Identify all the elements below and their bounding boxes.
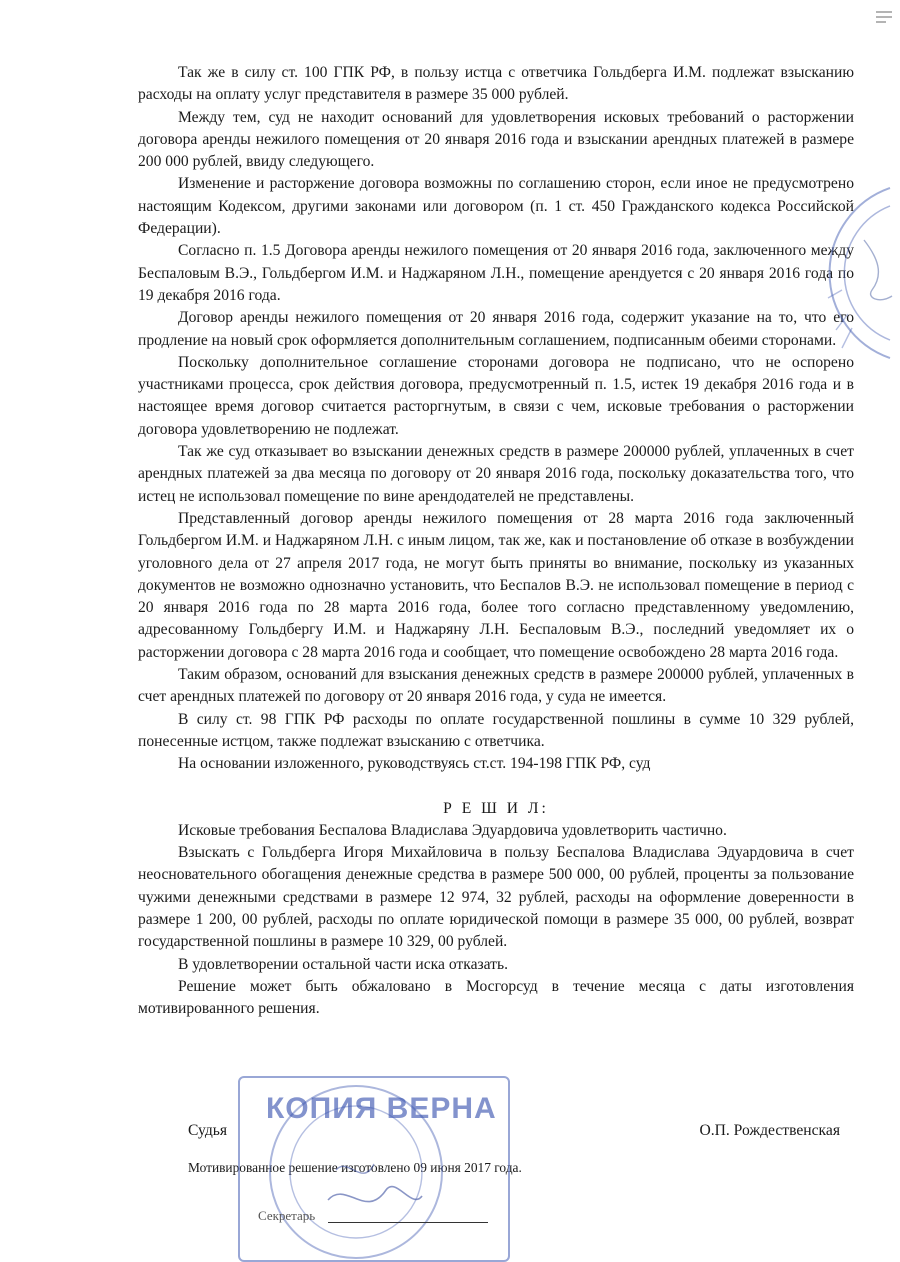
motivated-decision-note: Мотивированное решение изготовлено 09 июня 2017 года. bbox=[188, 1160, 522, 1175]
secretary-label: Секретарь bbox=[258, 1208, 316, 1223]
decision-4: Решение может быть обжаловано в Мосгорсуд в течение месяца с даты изготовления мотивированного решения. bbox=[138, 977, 854, 1018]
paragraph-8: Представленный договор аренды нежилого помещения от 28 марта 2016 года заключенный Гольдбергом И.М. и Наджаряном Л.Н. с иным лицом, так же, как и постановление об отказе в возбуждении уголовного дела от 27 апреля 2017 года, не могут быть приняты во внимание, поскольку из указанных документов не возможно однозначно установить, что Беспалов В.Э. не использовал помещение в период с 20 января 2016 года по 28 марта 2016 года, более того согласно представленному уведомлению, адресованному Гольдбергу И.М. и Наджаряну Л.Н. Беспаловым В.Э., последний уведомляет их о расторжении договора с 28 марта 2016 года и сообщает, что помещение освобождено 28 марта 2016 года. bbox=[138, 509, 854, 661]
paragraph-1: Так же в силу ст. 100 ГПК РФ, в пользу истца с ответчика Гольдберга И.М. подлежат взысканию расходы на оплату услуг представителя в размере 35 000 рублей. bbox=[138, 64, 854, 104]
paragraph-7: Так же суд отказывает во взыскании денежных средств в размере 200000 рублей, уплаченных в счет арендных платежей за два месяца по договору от 20 января 2016 года, поскольку доказательства того, что истец не использовал помещение по вине арендодателей не представлены. bbox=[138, 443, 854, 505]
paragraph-11: На основании изложенного, руководствуясь ст.ст. 194-198 ГПК РФ, суд bbox=[178, 755, 651, 773]
paragraph-4: Согласно п. 1.5 Договора аренды нежилого помещения от 20 января 2016 года, заключенного между Беспаловым В.Э., Гольдбергом И.М. и Наджаряном Л.Н., помещение арендуется с 20 января 2016 года по 19 декабря 2016 года. bbox=[138, 242, 854, 304]
judge-name: О.П. Рождественская bbox=[699, 1122, 840, 1139]
paragraph-10: В силу ст. 98 ГПК РФ расходы по оплате государственной пошлины в сумме 10 329 рублей, понесенные истцом, также подлежат взысканию с ответчика. bbox=[138, 710, 854, 750]
copy-verified-text: КОПИЯ ВЕРНА bbox=[266, 1092, 497, 1125]
document-body bbox=[138, 62, 854, 1020]
decision-2: Взыскать с Гольдберга Игоря Михайловича в пользу Беспалова Владислава Эдуардовича в счет неосновательного обогащения денежные средства в размере 500 000, 00 рублей, проценты за пользование чужими денежными средствами в размере 12 974, 32 рублей, расходы на оформление доверенности в размере 1 200, 00 рублей, расходы по оплате юридической помощи в размере 35 000, 00 рублей, возврат государственной пошлины в размере 10 329, 00 рублей. bbox=[138, 844, 854, 951]
paragraph-3: Изменение и расторжение договора возможны по соглашению сторон, если иное не предусмотрено настоящим Кодексом, другими законами или договором (п. 1 ст. 450 Гражданского кодекса Российской Федерации). bbox=[138, 175, 854, 238]
secretary-signature-line bbox=[328, 1222, 488, 1223]
decision-3: В удовлетворении остальной части иска отказать. bbox=[178, 955, 509, 973]
paragraph-9: Таким образом, оснований для взыскания денежных средств в размере 200000 рублей, уплаченных в счет арендных платежей по договору от 20 января 2016 года, у суда не имеется. bbox=[138, 666, 854, 706]
judge-label: Судья bbox=[188, 1122, 228, 1139]
paragraph-2: Между тем, суд не находит оснований для удовлетворения исковых требований о расторжении договора аренды нежилого помещения от 20 января 2016 года и взыскании арендных платежей в размере 200 000 рублей, ввиду следующего. bbox=[138, 108, 854, 171]
paragraph-5: Договор аренды нежилого помещения от 20 января 2016 года, содержит указание на то, что его продление на новый срок оформляется дополнительным соглашением, подписанным обеими сторонами. bbox=[138, 309, 854, 349]
decision-heading: Р Е Ш И Л: bbox=[443, 799, 549, 817]
decision-1: Исковые требования Беспалова Владислава Эдуардовича удовлетворить частично. bbox=[178, 821, 727, 839]
paragraph-6: Поскольку дополнительное соглашение сторонами договора не подписано, что не оспорено участниками процесса, срок действия договора, предусмотренный п. 1.5, истек 19 декабря 2016 года и в настоящее время договор считается расторгнутым, в связи с чем, исковые требования о расторжении договора удовлетворению не подлежат. bbox=[138, 353, 854, 438]
corner-mark-icon bbox=[874, 8, 894, 26]
